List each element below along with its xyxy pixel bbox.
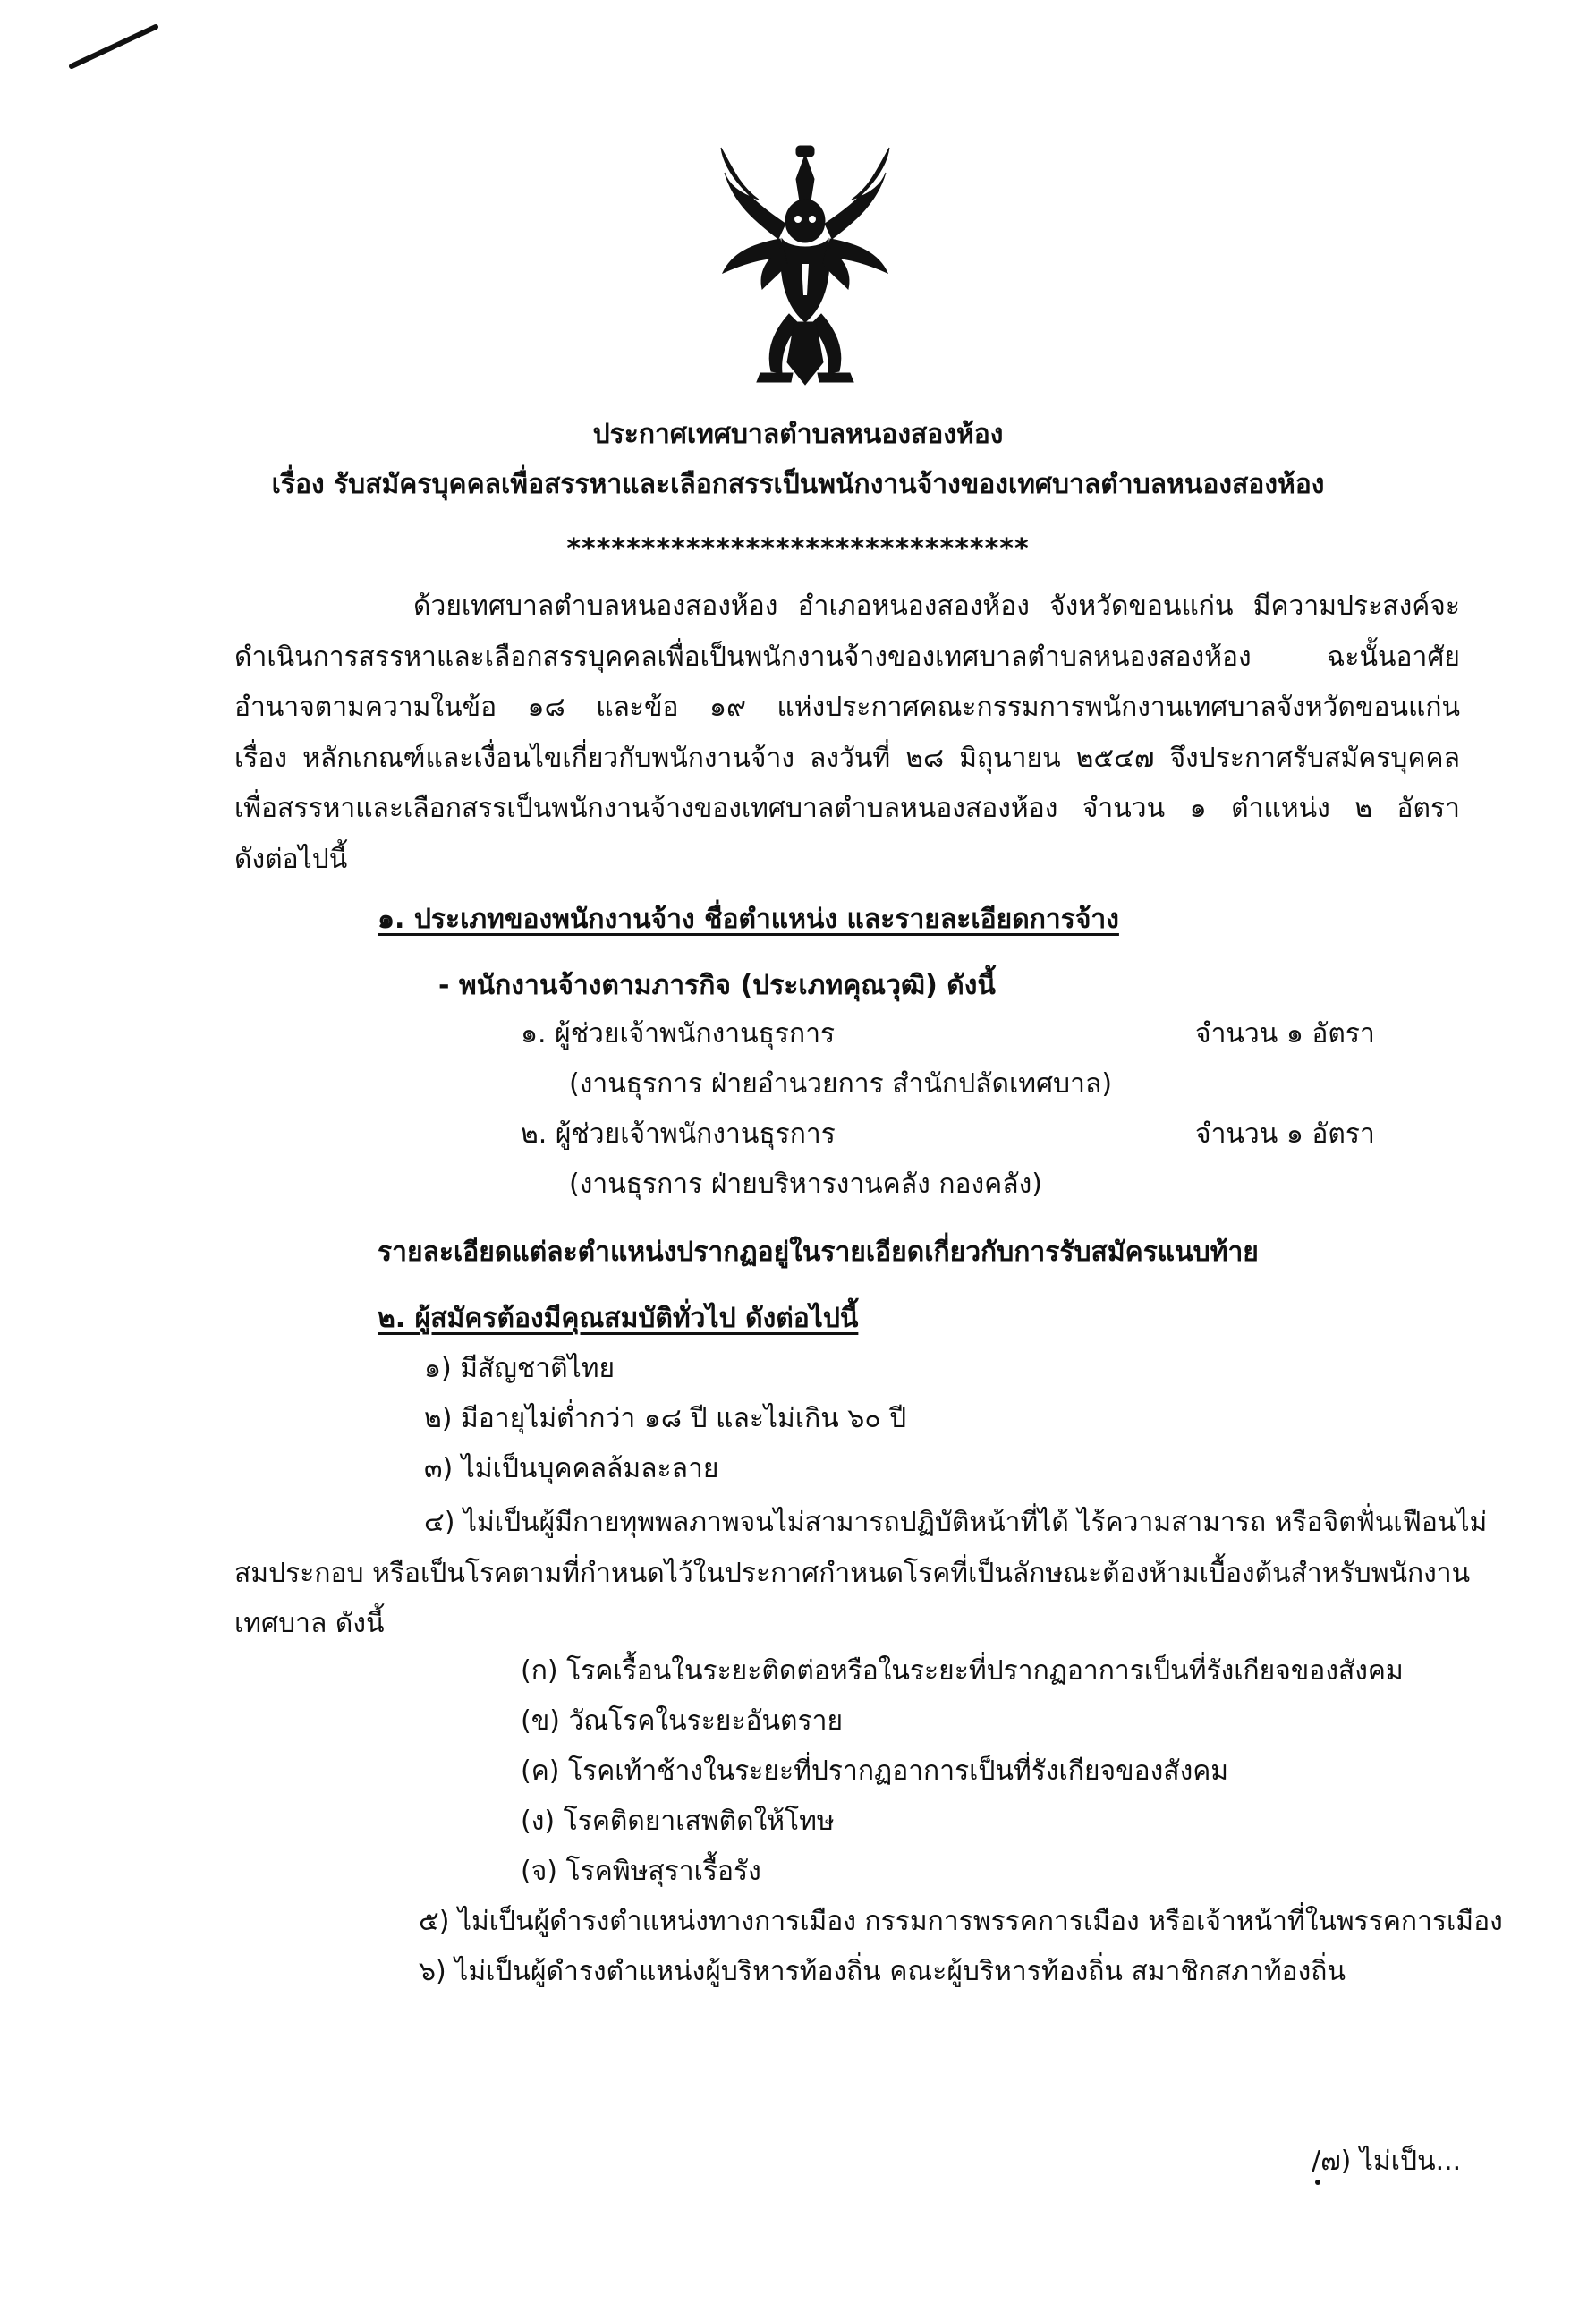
- separator-line: *******************************: [566, 533, 1030, 565]
- announcement-title: ประกาศเทศบาลตำบลหนองสองห้อง: [592, 419, 1004, 450]
- intro-line: เรื่อง หลักเกณฑ์และเงื่อนไขเกี่ยวกับพนักงานจ้าง ลงวันที่ ๒๘ มิถุนายน ๒๕๔๗ จึงประกาศรับสมัครบุคคล: [234, 742, 1460, 774]
- announcement-subject: เรื่อง รับสมัครบุคคลเพื่อสรรหาและเลือกสรรเป็นพนักงานจ้างของเทศบาลตำบลหนองสองห้อง: [271, 469, 1325, 500]
- item4-line: ๔) ไม่เป็นผู้มีกายทุพพลภาพจนไม่สามารถปฏิบัติหน้าที่ได้ ไร้ความสามารถ หรือจิตฟั่นเฟือนไม่: [424, 1507, 1488, 1538]
- qualification-item: ๖) ไม่เป็นผู้ดำรงตำแหน่งผู้บริหารท้องถิ่น คณะผู้บริหารท้องถิ่น สมาชิกสภาท้องถิ่น: [419, 1956, 1346, 1987]
- intro-line: ดำเนินการสรรหาและเลือกสรรบุคคลเพื่อเป็นพนักงานจ้างของเทศบาลตำบลหนองสองห้อง ฉะนั้นอาศัย: [234, 641, 1460, 673]
- position-unit: (งานธุรการ ฝ่ายอำนวยการ สำนักปลัดเทศบาล): [569, 1068, 1113, 1100]
- position-quantity: จำนวน ๑ อัตรา: [1195, 1018, 1375, 1050]
- section1-note: รายละเอียดแต่ละตำแหน่งปรากฏอยู่ในรายเอียดเกี่ยวกับการรับสมัครแนบท้าย: [378, 1237, 1259, 1268]
- pen-mark: [66, 20, 165, 73]
- disease-item: (ข) วัณโรคในระยะอันตราย: [521, 1705, 844, 1737]
- intro-line: อำนาจตามความในข้อ ๑๘ และข้อ ๑๙ แห่งประกาศคณะกรรมการพนักงานเทศบาลจังหวัดขอนแก่น: [234, 692, 1460, 724]
- disease-item: (ค) โรคเท้าช้างในระยะที่ปรากฏอาการเป็นที่รังเกียจของสังคม: [521, 1755, 1229, 1787]
- qualification-item-4: [234, 1498, 1488, 1650]
- item4-line: เทศบาล ดังนี้: [234, 1608, 385, 1640]
- section1-heading: ๑. ประเภทของพนักงานจ้าง ชื่อตำแหน่ง และรายละเอียดการจ้าง: [378, 904, 1119, 935]
- section1-subheading: - พนักงานจ้างตามภารกิจ (ประเภทคุณวุฒิ) ดังนี้: [438, 970, 996, 1001]
- intro-line: เพื่อสรรหาและเลือกสรรเป็นพนักงานจ้างของเทศบาลตำบลหนองสองห้อง จำนวน ๑ ตำแหน่ง ๒ อัตรา: [234, 793, 1460, 825]
- garuda-emblem: [716, 139, 895, 398]
- continuation-note: /๗) ไม่เป็น...: [1312, 2146, 1462, 2177]
- disease-item: (ก) โรคเรื้อนในระยะติดต่อหรือในระยะที่ปรากฏอาการเป็นที่รังเกียจของสังคม: [521, 1655, 1404, 1687]
- qualification-item: ๕) ไม่เป็นผู้ดำรงตำแหน่งทางการเมือง กรรมการพรรคการเมือง หรือเจ้าหน้าที่ในพรรคการเมือง: [419, 1906, 1503, 1937]
- disease-item: (จ) โรคพิษสุราเรื้อรัง: [521, 1856, 761, 1887]
- qualification-item: ๑) มีสัญชาติไทย: [424, 1353, 615, 1384]
- dot-mark: [1315, 2180, 1320, 2185]
- position-unit: (งานธุรการ ฝ่ายบริหารงานคลัง กองคลัง): [569, 1169, 1042, 1200]
- item4-line: สมประกอบ หรือเป็นโรคตามที่กำหนดไว้ในประกาศกำหนดโรคที่เป็นลักษณะต้องห้ามเบื้องต้นสำหรับพนักงาน: [234, 1557, 1471, 1589]
- position-title: ๑. ผู้ช่วยเจ้าพนักงานธุรการ: [521, 1018, 836, 1050]
- position-title: ๒. ผู้ช่วยเจ้าพนักงานธุรการ: [521, 1118, 836, 1150]
- disease-item: (ง) โรคติดยาเสพติดให้โทษ: [521, 1806, 835, 1837]
- intro-line: ด้วยเทศบาลตำบลหนองสองห้อง อำเภอหนองสองห้อง จังหวัดขอนแก่น มีความประสงค์จะ: [413, 591, 1460, 622]
- position-quantity: จำนวน ๑ อัตรา: [1195, 1118, 1375, 1150]
- intro-line: ดังต่อไปนี้: [234, 843, 348, 875]
- qualification-item: ๒) มีอายุไม่ต่ำกว่า ๑๘ ปี และไม่เกิน ๖๐ ปี: [424, 1403, 907, 1434]
- section2-heading: ๒. ผู้สมัครต้องมีคุณสมบัติทั่วไป ดังต่อไปนี้: [378, 1303, 859, 1334]
- intro-paragraph: [234, 582, 1460, 886]
- qualification-item: ๓) ไม่เป็นบุคคลล้มละลาย: [424, 1453, 719, 1484]
